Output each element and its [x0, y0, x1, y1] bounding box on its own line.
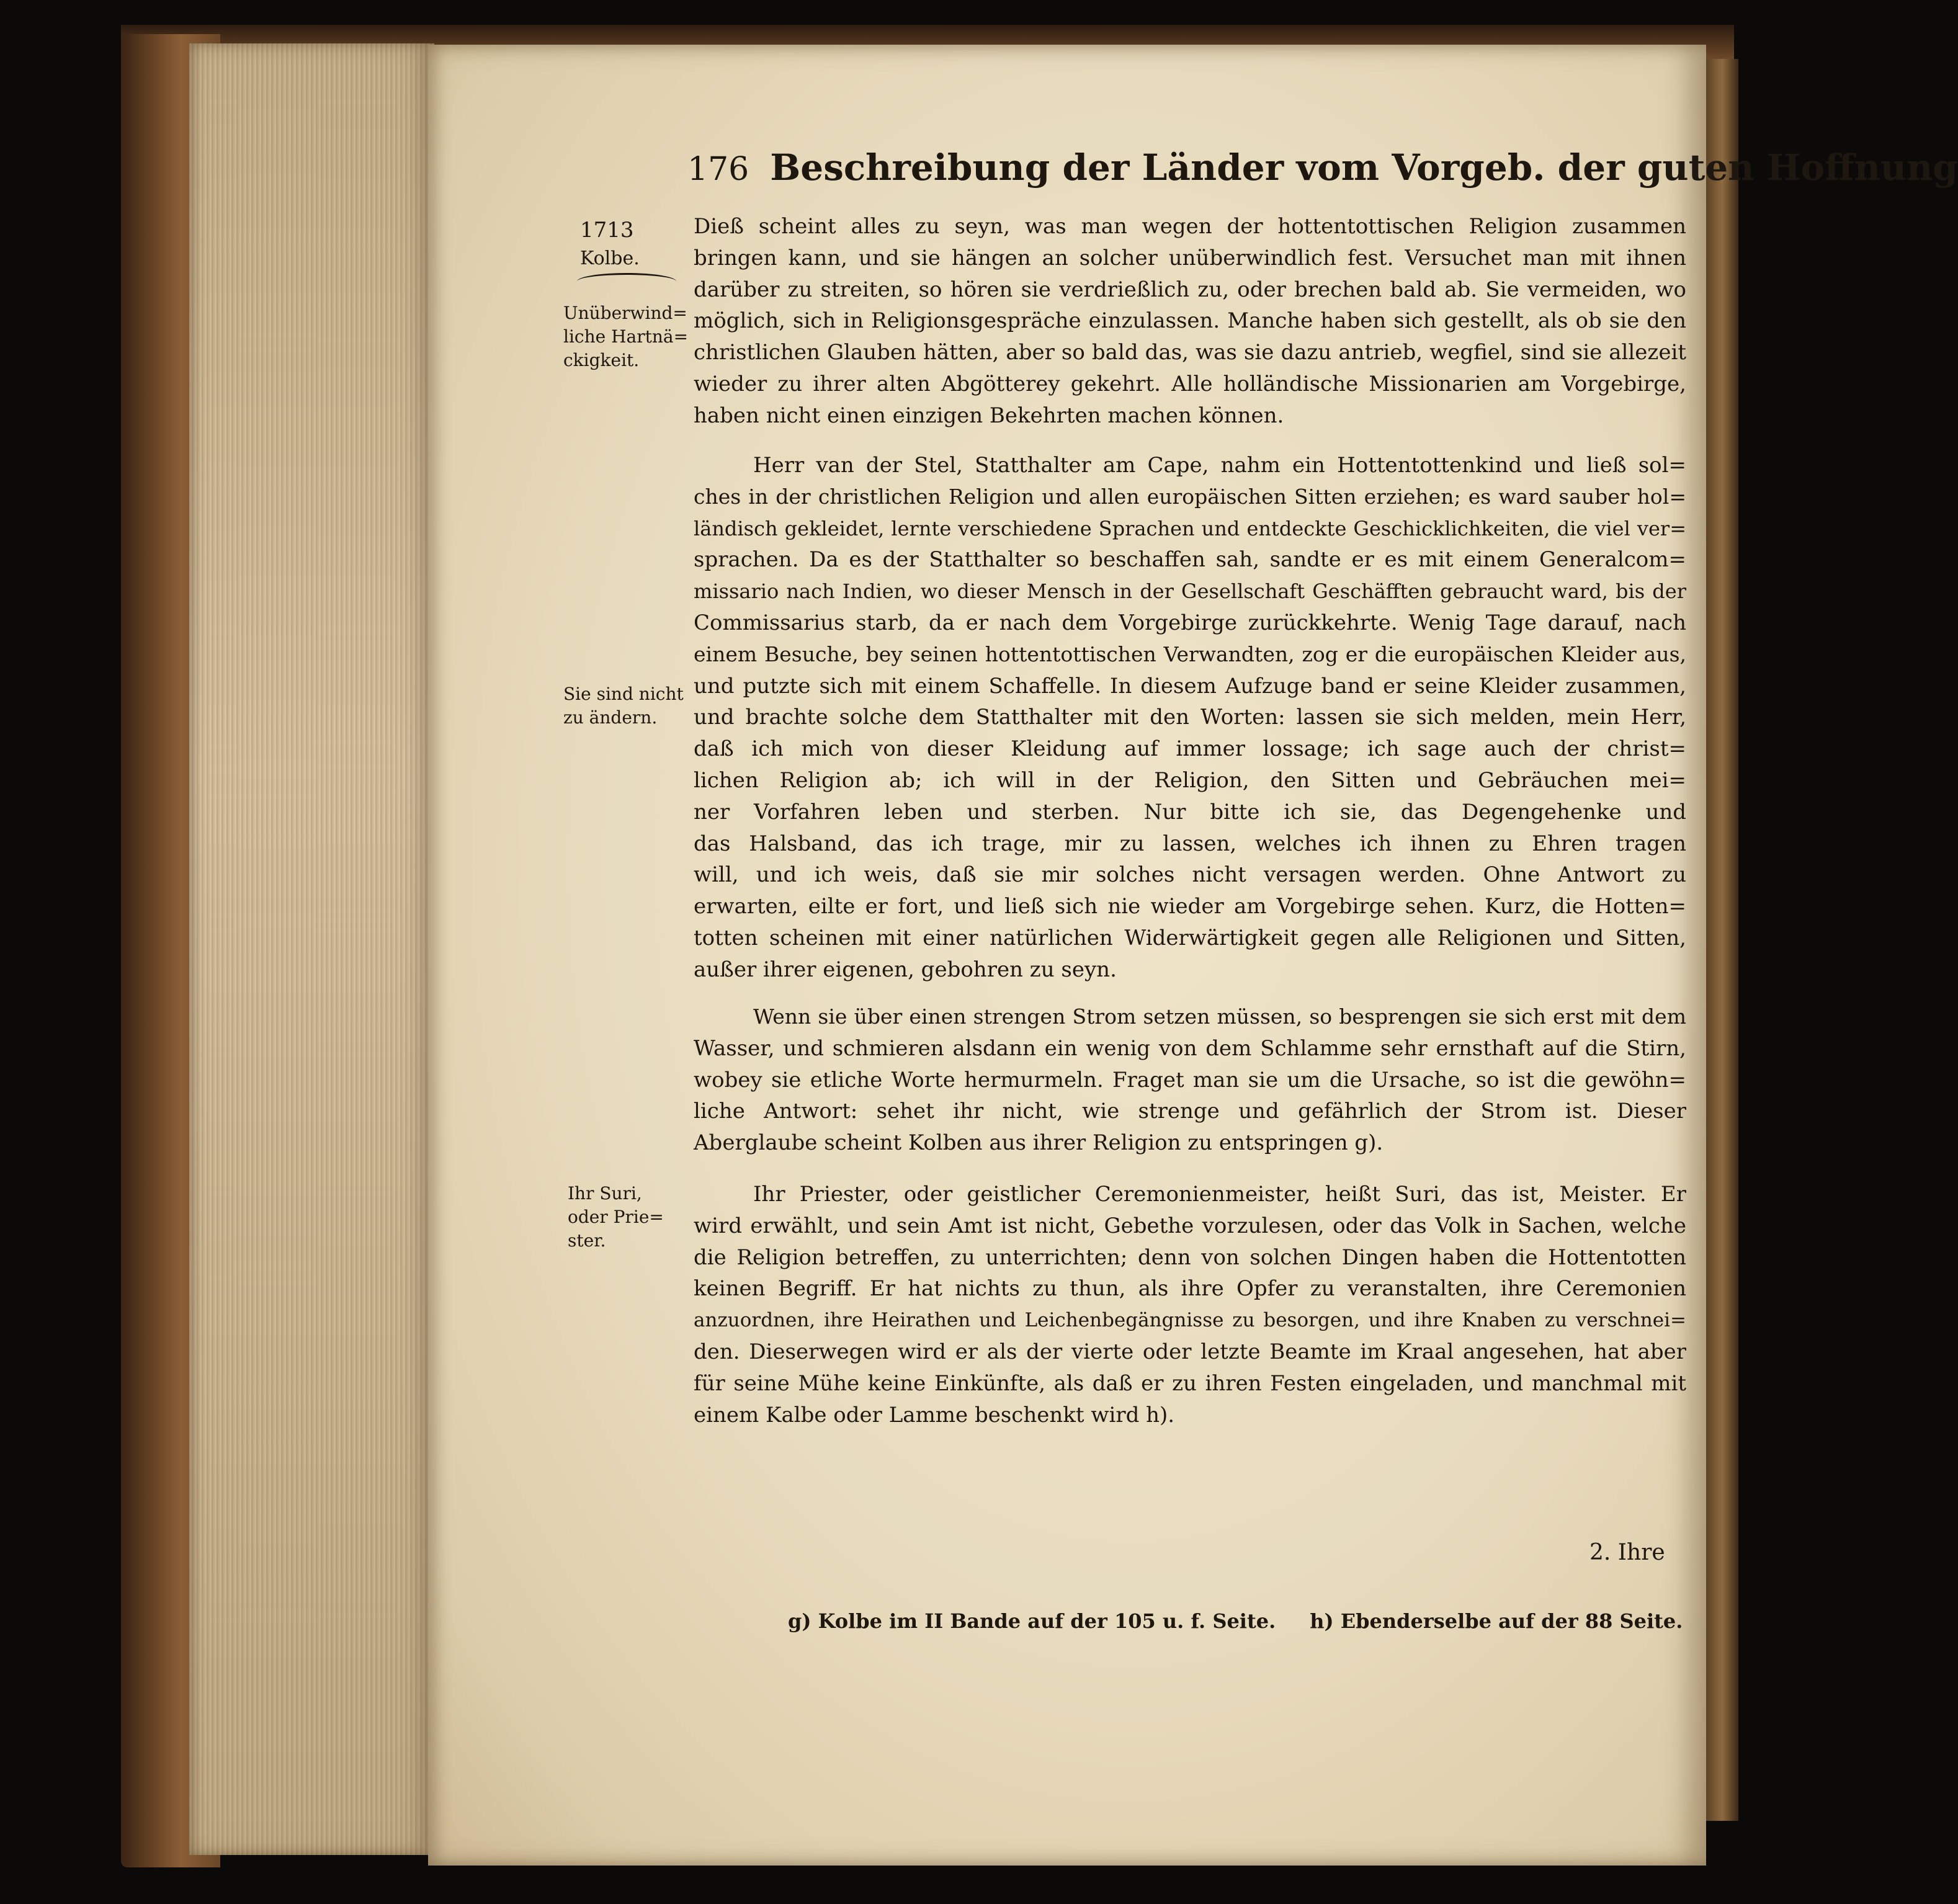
neighbouring-page-edge [1706, 59, 1738, 1821]
text-line: christlichen Glauben hätten, aber so bald das, was sie dazu antrieb, wegfiel, sind sie allezeit [694, 340, 1686, 365]
text-line: das Halsband, das ich trage, mir zu lassen, welches ich ihnen zu Ehren tragen [694, 831, 1686, 856]
paragraph-1 [694, 211, 1686, 432]
text-line: einem Kalbe oder Lamme beschenkt wird h). [694, 1402, 1175, 1428]
footnote-g: g) Kolbe im II Bande auf der 105 u. f. Seite. [788, 1609, 1276, 1633]
margin-year: 1713 [580, 218, 634, 243]
margin-note-suri [568, 1182, 664, 1253]
text-line: daß ich mich von dieser Kleidung auf immer lossage; ich sage auch der christ= [694, 736, 1686, 762]
text-line: haben nicht einen einzigen Bekehrten machen können. [694, 403, 1284, 428]
paragraph-2 [694, 450, 1686, 986]
text-line: die Religion betreffen, zu unterrichten; denn von solchen Dingen haben die Hottentotten [694, 1245, 1686, 1270]
text-line: außer ihrer eigenen, gebohren zu seyn. [694, 957, 1117, 982]
text-line: ländisch gekleidet, lernte verschiedene Sprachen und entdeckte Geschicklichkeiten, die viel ver= [694, 516, 1686, 540]
footnotes [788, 1609, 1683, 1633]
margin-note-line: zu ändern. [563, 707, 658, 728]
text-line: Ihr Priester, oder geistlicher Ceremonienmeister, heißt Suri, das ist, Meister. Er [753, 1182, 1686, 1207]
paragraph-4 [694, 1179, 1686, 1431]
text-line: einem Besuche, bey seinen hottentottischen Verwandten, zog er die europäischen Kleider aus, [694, 641, 1686, 666]
margin-note-line: liche Hartnä= [563, 326, 689, 347]
text-line: totten scheinen mit einer natürlichen Widerwärtigkeit gegen alle Religionen und Sitten, [694, 925, 1686, 950]
text-line: möglich, sich in Religionsgespräche einzulassen. Manche haben sich gestellt, als ob sie den [694, 308, 1686, 334]
margin-author: Kolbe. [580, 248, 640, 269]
text-line: Commissarius starb, da er nach dem Vorgebirge zurückkehrte. Wenig Tage darauf, nach [694, 610, 1686, 635]
text-line: Dieß scheint alles zu seyn, was man wegen der hottentottischen Religion zusammen [694, 214, 1686, 239]
running-header [687, 146, 1958, 189]
margin-note-hartnaeckigkeit [563, 302, 688, 372]
footnote-h: h) Ebenderselbe auf der 88 Seite. [1310, 1609, 1683, 1633]
text-line: anzuordnen, ihre Heirathen und Leichenbegängnisse zu besorgen, und ihre Knaben zu verschnei= [694, 1309, 1686, 1332]
margin-note-line: oder Prie= [568, 1207, 664, 1227]
text-line: für seine Mühe keine Einkünfte, als daß er zu ihren Festen eingeladen, und manchmal mit [694, 1370, 1686, 1396]
text-line: Wasser, und schmieren alsdann ein wenig von dem Schlamme sehr ernsthaft auf die Stirn, [694, 1035, 1686, 1061]
text-line: und brachte solche dem Statthalter mit den Worten: lassen sie sich melden, mein Herr, [694, 705, 1686, 730]
text-line: wieder zu ihrer alten Abgötterey gekehrt. Alle holländische Missionarien am Vorgebirge, [694, 371, 1686, 396]
paragraph-3 [694, 1001, 1686, 1159]
text-line: Aberglaube scheint Kolben aus ihrer Religion zu entspringen g). [694, 1130, 1384, 1156]
catchword: 2. Ihre [1589, 1540, 1665, 1565]
text-line: lichen Religion ab; ich will in der Religion, den Sitten und Gebräuchen mei= [694, 767, 1686, 793]
text-line: ner Vorfahren leben und sterben. Nur bitte ich sie, das Degengehenke und [694, 799, 1686, 825]
margin-note-line: Unüberwind= [563, 303, 687, 323]
text-line: darüber zu streiten, so hören sie verdrießlich zu, oder brechen bald ab. Sie vermeiden, wo [694, 277, 1686, 302]
margin-note-nicht-zu-aendern [563, 682, 684, 730]
margin-brace [577, 273, 676, 290]
text-line: wird erwählt, und sein Amt ist nicht, Gebethe vorzulesen, oder das Volk in Sachen, welche [694, 1213, 1686, 1238]
margin-note-line: ckigkeit. [563, 350, 640, 370]
text-line: missario nach Indien, wo dieser Mensch in der Gesellschaft Geschäfften gebraucht ward, bis der [694, 579, 1686, 604]
page-block-edge [189, 43, 434, 1855]
text-line: bringen kann, und sie hängen an solcher unüberwindlich fest. Versuchet man mit ihnen [694, 245, 1686, 270]
text-line: Wenn sie über einen strengen Strom setzen müssen, so besprengen sie sich erst mit dem [753, 1004, 1686, 1029]
text-line: ches in der christlichen Religion und allen europäischen Sitten erziehen; es ward sauber hol= [694, 484, 1686, 509]
text-line: keinen Begriff. Er hat nichts zu thun, als ihre Opfer zu veranstalten, ihre Ceremonien [694, 1276, 1686, 1302]
running-title: Beschreibung der Länder vom Vorgeb. der guten Hoffnung [770, 146, 1958, 189]
text-line: will, und ich weis, daß sie mir solches nicht versagen werden. Ohne Antwort zu [694, 862, 1686, 888]
margin-note-line: ster. [568, 1230, 606, 1251]
text-line: wobey sie etliche Worte hermurmeln. Fraget man sie um die Ursache, so ist die gewöhn= [694, 1067, 1686, 1093]
text-line: sprachen. Da es der Statthalter so beschaffen sah, sandte er es mit einem Generalcom= [694, 547, 1686, 573]
text-line: Herr van der Stel, Statthalter am Cape, nahm ein Hottentottenkind und ließ sol= [753, 453, 1686, 478]
text-line: liche Antwort: sehet ihr nicht, wie strenge und gefährlich der Strom ist. Dieser [694, 1099, 1686, 1124]
page-number: 176 [687, 151, 749, 188]
text-line: erwarten, eilte er fort, und ließ sich nie wieder am Vorgebirge sehen. Kurz, die Hotten= [694, 894, 1686, 919]
text-line: den. Dieserwegen wird er als der vierte oder letzte Beamte im Kraal angesehen, hat aber [694, 1339, 1686, 1364]
margin-note-line: Ihr Suri, [568, 1183, 642, 1204]
text-line: und putzte sich mit einem Schaffelle. In diesem Aufzuge band er seine Kleider zusammen, [694, 673, 1686, 699]
margin-note-line: Sie sind nicht [563, 684, 684, 704]
